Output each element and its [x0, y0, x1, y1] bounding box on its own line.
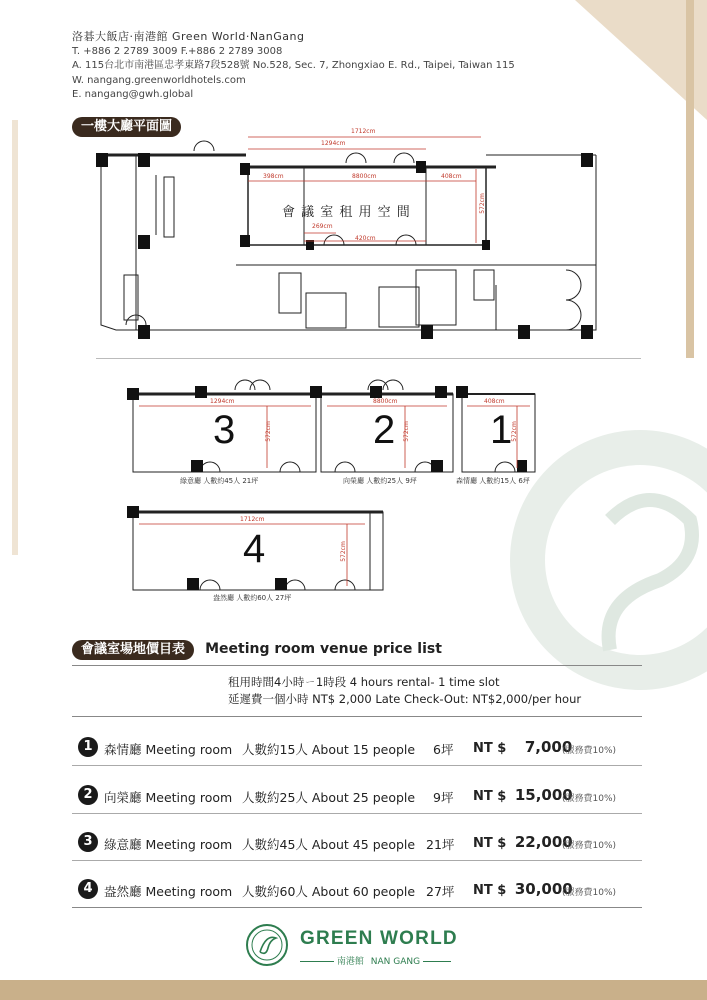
- room4-number: 4: [243, 527, 266, 571]
- price-row-1: [78, 733, 638, 763]
- row3-capacity: 人數約45人 About 45 people: [242, 837, 416, 852]
- row2-currency: NT $: [473, 789, 507, 804]
- row-divider: [72, 860, 642, 861]
- row1-currency: NT $: [473, 741, 507, 756]
- brand-line-right: [423, 961, 451, 962]
- row1-room-name: 森情廳 Meeting room: [104, 742, 233, 757]
- row2-number-badge: 2: [78, 785, 98, 805]
- room3-caption: 綠意廳 人數約45人 21坪: [180, 477, 259, 485]
- dim-269: 269cm: [312, 223, 333, 230]
- floorplan-title-pill: 一樓大廳平面圖: [72, 117, 181, 137]
- row3-number-badge: 3: [78, 832, 98, 852]
- pricelist-title-en: Meeting room venue price list: [205, 641, 442, 657]
- row4-currency: NT $: [473, 883, 507, 898]
- green-world-logo-icon: [244, 922, 290, 968]
- row4-room-name: 盎然廳 Meeting room: [104, 884, 233, 899]
- dim-1712: 1712cm: [351, 128, 376, 135]
- room3-width: 1294cm: [210, 398, 235, 405]
- row2-price: 15,000: [514, 786, 573, 804]
- pricelist-title: [72, 638, 442, 660]
- row1-capacity: 人數約15人 About 15 people: [242, 742, 416, 757]
- row-divider: [72, 765, 642, 766]
- dim-572: 572cm: [478, 193, 486, 214]
- hotel-email[interactable]: E. nangang@gwh.global: [72, 89, 194, 100]
- row2-size: 9坪: [433, 790, 454, 805]
- row3-price-block: [473, 833, 573, 851]
- room3-number: 3: [213, 408, 236, 452]
- rental-terms: [228, 674, 581, 708]
- row3-service-fee: (服務費10%): [562, 841, 617, 851]
- room1-width: 408cm: [484, 398, 505, 405]
- hotel-contact-block: [72, 30, 515, 103]
- room2-number: 2: [373, 408, 396, 452]
- dim-8800: 8800cm: [352, 173, 377, 180]
- room4-height: 572cm: [339, 541, 347, 562]
- room2-caption: 向榮廳 人數約25人 9坪: [343, 477, 417, 485]
- room1-caption: 森情廳 人數約15人 6坪: [456, 477, 530, 485]
- row4-service-fee: (服務費10%): [562, 888, 617, 898]
- brand-line-left: [300, 961, 334, 962]
- room1-number: 1: [490, 408, 513, 452]
- hotel-name: 洛碁大飯店‧南港館 Green World‧NanGang: [72, 30, 305, 43]
- price-row-4: [78, 875, 638, 905]
- row3-size: 21坪: [426, 837, 455, 852]
- row4-price: 30,000: [514, 880, 573, 898]
- row3-price: 22,000: [514, 833, 573, 851]
- row4-number-badge: 4: [78, 879, 98, 899]
- row4-size: 27坪: [426, 884, 455, 899]
- brand-name: GREEN WORLD: [300, 928, 458, 949]
- lobby-floorplan: [96, 125, 606, 350]
- row4-capacity: 人數約60人 About 60 people: [242, 884, 416, 899]
- pricelist-title-pill: 會議室場地價目表: [72, 640, 194, 660]
- room2-width: 8800cm: [373, 398, 398, 405]
- hotel-address: A. 115台北市南港區忠孝東路7段528號 No.528, Sec. 7, Zhongxiao E. Rd., Taipei, Taiwan 115: [72, 60, 515, 71]
- rental-time-line: 租用時間4小時ㄧ1時段 4 hours rental- 1 time slot: [228, 675, 500, 689]
- hotel-phone: T. +886 2 2789 3009 F.+886 2 2789 3008: [72, 45, 283, 57]
- row-divider: [72, 813, 642, 814]
- room3-height: 572cm: [264, 421, 272, 442]
- pricelist-rule-bottom: [72, 907, 642, 908]
- row2-service-fee: (服務費10%): [562, 794, 617, 804]
- row1-price: 7,000: [524, 738, 573, 756]
- room4-width: 1712cm: [240, 516, 265, 523]
- row3-currency: NT $: [473, 836, 507, 851]
- brand-sub-en: NAN GANG: [370, 957, 421, 967]
- late-fee-line: 延遲費一個小時 NT$ 2,000 Late Check-Out: NT$2,000/per hour: [228, 692, 582, 706]
- pricelist-rule-terms: [72, 716, 642, 717]
- dim-420: 420cm: [355, 235, 376, 242]
- room2-height: 572cm: [402, 421, 410, 442]
- row1-service-fee: (服務費10%): [562, 746, 617, 756]
- row2-room-name: 向榮廳 Meeting room: [104, 790, 233, 805]
- brand-sub-zh: 南港館: [336, 957, 364, 967]
- row4-price-block: [473, 880, 573, 898]
- dim-408: 408cm: [441, 173, 462, 180]
- row1-number-badge: 1: [78, 737, 98, 757]
- dim-398: 398cm: [263, 173, 284, 180]
- row3-room-name: 綠意廳 Meeting room: [104, 837, 233, 852]
- rental-space-label: 會 議 室 租 用 空 間: [282, 205, 411, 220]
- room-plans-row: [125, 378, 545, 478]
- brand-subtitle: [300, 954, 468, 967]
- section-divider: [96, 358, 641, 359]
- row1-size: 6坪: [433, 742, 454, 757]
- dim-1294: 1294cm: [321, 140, 346, 147]
- room1-height: 572cm: [510, 421, 518, 442]
- row2-price-block: [473, 786, 573, 804]
- room4-caption: 盎然廳 人數約60人 27坪: [213, 594, 292, 602]
- price-row-3: [78, 828, 638, 858]
- row2-capacity: 人數約25人 About 25 people: [242, 790, 416, 805]
- row1-price-block: [473, 738, 572, 756]
- hotel-website[interactable]: W. nangang.greenworldhotels.com: [72, 74, 246, 86]
- price-row-2: [78, 781, 638, 811]
- pricelist-rule-top: [72, 665, 642, 666]
